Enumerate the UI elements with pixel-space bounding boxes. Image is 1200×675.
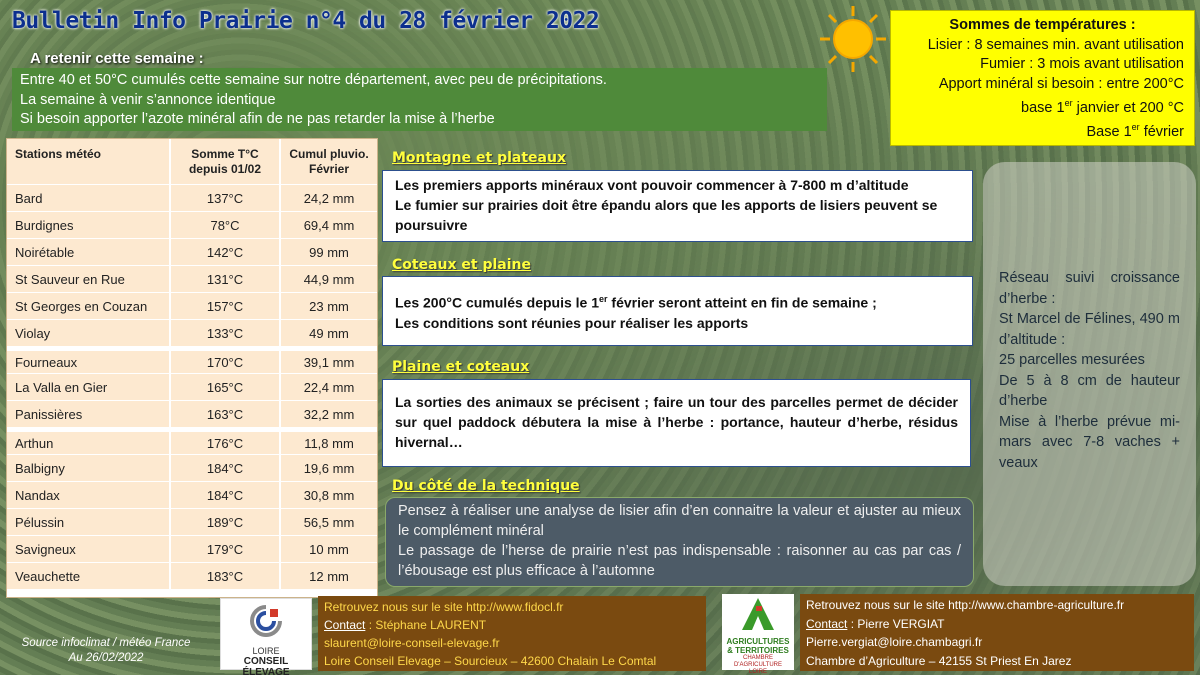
reseau-line: 25 parcelles mesurées [999,352,1145,368]
cell-temp: 176°C [169,432,279,454]
table-row [7,428,377,455]
sommes-line: Apport minéral si besoin : entre 200°C [938,75,1184,92]
coteaux-box [382,276,973,346]
table-row [7,347,377,374]
technique-box [385,497,974,587]
cell-station: Pélussin [15,514,65,530]
logo-mark-icon [246,603,286,639]
table-row [7,509,377,536]
cell-pluie: 49 mm [279,320,377,346]
cell-station: Panissières [15,406,83,422]
cell-temp: 142°C [169,239,279,265]
contact-box-chambre [800,594,1194,671]
logo-mark-icon [738,596,778,632]
table-row [7,482,377,509]
logo2-text: LOIRE [748,669,767,675]
loire-conseil-elevage-logo [220,598,312,675]
sommes-line: Base 1er février [1086,122,1184,141]
retenir-line: La semaine à venir s’annonce identique [20,91,276,108]
cell-station: Noirétable [15,244,75,260]
header-temp: Somme T°C depuis 01/02 [169,139,279,184]
cell-temp: 163°C [169,401,279,427]
cell-pluie: 39,1 mm [279,351,377,373]
cell-pluie: 44,9 mm [279,266,377,292]
cell-station: Nandax [15,487,60,503]
page-title: Bulletin Info Prairie n°4 du 28 février 2022 [12,8,600,34]
cell-pluie: 69,4 mm [279,212,377,238]
coteaux-line: Les 200°C cumulés depuis le 1er février seront atteint en fin de semaine ; [395,294,877,311]
table-row [7,185,377,212]
contact-line: Contact : Pierre VERGIAT [806,616,945,631]
cell-temp: 165°C [169,374,279,400]
table-row [7,455,377,482]
cell-station: La Valla en Gier [15,379,108,395]
cell-station: Balbigny [15,460,65,476]
address-line: Loire Conseil Elevage – Sourcieux – 42600 Chalain Le Comtal [324,654,657,668]
site-link[interactable]: Retrouvez nous sur le site http://www.fidocl.fr [324,600,564,614]
retenir-line: Si besoin apporter l’azote minéral afin de ne pas retarder la mise à l’herbe [20,111,495,127]
cell-pluie: 11,8 mm [279,432,377,454]
table-row [7,212,377,239]
plaine-title: Plaine et coteaux [392,359,530,375]
source-date: Au 26/02/2022 [68,652,144,664]
contact-box-fidocl [318,596,706,671]
email-link[interactable]: slaurent@loire-conseil-elevage.fr [324,636,500,650]
table-header [7,139,377,185]
table-row [7,239,377,266]
cell-station: Veauchette [15,568,81,584]
cell-station: St Georges en Couzan [15,298,148,314]
sun-icon [818,4,888,74]
cell-temp: 184°C [169,455,279,481]
cell-pluie: 23 mm [279,293,377,319]
email-link[interactable]: Pierre.vergiat@loire.chambagri.fr [806,635,983,649]
montagne-box [382,170,973,242]
retenir-box [12,68,827,131]
technique-title: Du côté de la technique [392,478,580,494]
cell-temp: 78°C [169,212,279,238]
reseau-line: Mise à l’herbe prévue mi-mars avec 7-8 vaches + veaux [999,413,1180,471]
cell-station: Bard [15,190,43,206]
cell-pluie: 56,5 mm [279,509,377,535]
cell-temp: 131°C [169,266,279,292]
logo2-text: & TERRITOIRES [727,646,789,655]
retenir-heading: A retenir cette semaine : [30,50,204,67]
sommes-line: Fumier : 3 mois avant utilisation [980,56,1184,72]
cell-temp: 170°C [169,351,279,373]
cell-pluie: 12 mm [279,563,377,589]
coteaux-title: Coteaux et plaine [392,257,531,273]
table-row [7,536,377,563]
cell-temp: 189°C [169,509,279,535]
reseau-box [983,162,1196,586]
plaine-box: La sorties des animaux se précisent ; faire un tour des parcelles permet de décider sur quel paddock débutera la mise à l’herbe : portance, hauteur d’herbe, résidus hivernal… [382,379,971,467]
address-line: Chambre d’Agriculture – 42155 St Priest En Jarez [806,653,1072,668]
cell-station: St Sauveur en Rue [15,271,125,287]
header-station: Stations météo [15,147,102,161]
logo1-text: CONSEIL ÉLEVAGE [242,656,290,675]
header-pluvio: Cumul pluvio. Février [279,139,377,184]
technique-line: Le passage de l’herse de prairie n’est pas indispensable : raisonner au cas par cas / l’ébousage est plus efficace à l’automne [398,543,961,579]
cell-temp: 133°C [169,320,279,346]
table-row [7,401,377,428]
sommes-line: base 1er janvier et 200 °C [1021,98,1184,116]
source-line: Source infoclimat / météo France [21,637,191,649]
reseau-line: De 5 à 8 cm de hauteur d’herbe [999,372,1180,409]
logo1-text: LOIRE [252,646,280,656]
cell-temp: 137°C [169,185,279,211]
cell-pluie: 19,6 mm [279,455,377,481]
table-row [7,320,377,347]
sommes-temperatures-box [890,10,1195,146]
cell-station: Burdignes [15,217,74,233]
chambre-agriculture-logo [722,594,794,675]
cell-station: Arthun [15,435,54,451]
cell-pluie: 10 mm [279,536,377,562]
cell-pluie: 22,4 mm [279,374,377,400]
sommes-title: Sommes de températures : [949,17,1136,33]
table-row [7,563,377,590]
montagne-title: Montagne et plateaux [392,150,566,166]
montagne-line: Le fumier sur prairies doit être épandu alors que les apports de lisiers peuvent se poursuivre [395,197,938,233]
site-link[interactable]: Retrouvez nous sur le site http://www.chambre-agriculture.fr [806,598,1125,612]
technique-line: Pensez à réaliser une analyse de lisier afin d’en connaitre la valeur et ajuster au mieux le complément minéral [398,503,961,539]
cell-pluie: 30,8 mm [279,482,377,508]
cell-temp: 184°C [169,482,279,508]
table-row [7,374,377,401]
cell-temp: 183°C [169,563,279,589]
logo2-text: CHAMBRE D'AGRICULTURE [733,655,783,668]
contact-line: Contact : Stéphane LAURENT [324,618,487,632]
montagne-line: Les premiers apports minéraux vont pouvoir commencer à 7-800 m d’altitude [395,177,909,193]
logo2-text: AGRICULTURES [726,637,790,646]
table-row [7,293,377,320]
cell-pluie: 32,2 mm [279,401,377,427]
cell-pluie: 99 mm [279,239,377,265]
table-body [7,185,377,590]
cell-temp: 179°C [169,536,279,562]
cell-pluie: 24,2 mm [279,185,377,211]
source-note [6,636,206,666]
cell-temp: 157°C [169,293,279,319]
stations-table [6,138,378,598]
cell-station: Fourneaux [15,354,78,370]
reseau-line: St Marcel de Félines, 490 m d’altitude : [999,311,1180,348]
retenir-line: Entre 40 et 50°C cumulés cette semaine sur notre département, avec peu de précipitations. [20,72,607,88]
cell-station: Violay [15,325,51,341]
table-row [7,266,377,293]
reseau-line: Réseau suivi croissance d’herbe : [999,270,1180,307]
coteaux-line: Les conditions sont réunies pour réaliser les apports [395,314,749,331]
sommes-line: Lisier : 8 semaines min. avant utilisation [927,36,1184,53]
cell-station: Savigneux [15,541,76,557]
